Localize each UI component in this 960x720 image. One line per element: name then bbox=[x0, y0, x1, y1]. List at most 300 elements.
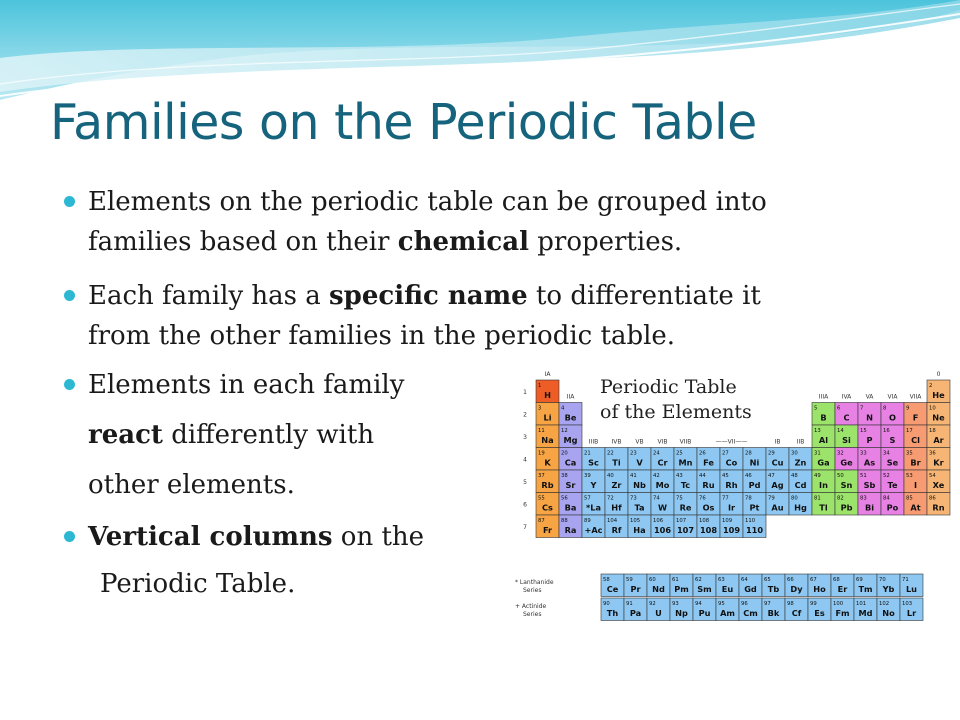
atomic-number: 55 bbox=[538, 495, 545, 502]
atomic-number: 106 bbox=[653, 518, 664, 524]
bullet-1-tail: properties. bbox=[528, 227, 683, 257]
atomic-number: 86 bbox=[929, 495, 936, 502]
element-symbol: Pm bbox=[674, 584, 689, 594]
bullet-2-line-1 bbox=[88, 277, 761, 315]
element-symbol: Ag bbox=[771, 480, 784, 490]
element-symbol: Mg bbox=[563, 435, 578, 445]
table-label: 6 bbox=[523, 501, 527, 509]
element-cell bbox=[647, 574, 670, 597]
element-cell bbox=[812, 493, 835, 516]
atomic-number: 97 bbox=[764, 601, 771, 607]
atomic-number: 32 bbox=[837, 450, 844, 457]
element-cell bbox=[624, 598, 647, 621]
atomic-number: 74 bbox=[653, 495, 660, 502]
element-cell bbox=[582, 448, 605, 471]
element-cell bbox=[536, 380, 559, 403]
element-cell bbox=[877, 598, 900, 621]
element-cell bbox=[854, 598, 877, 621]
element-symbol: I bbox=[913, 480, 918, 490]
element-symbol: Np bbox=[675, 608, 688, 618]
atomic-number: 37 bbox=[538, 473, 545, 479]
atomic-number: 31 bbox=[814, 450, 821, 457]
element-cell bbox=[904, 425, 927, 448]
element-symbol: Cu bbox=[771, 457, 784, 468]
element-cell bbox=[536, 403, 559, 426]
element-cell bbox=[693, 574, 716, 597]
element-cell bbox=[858, 493, 881, 516]
atomic-number: 47 bbox=[768, 473, 775, 479]
element-cell bbox=[900, 598, 923, 621]
lanthanide-label: * Lanthanide bbox=[515, 579, 554, 586]
element-cell bbox=[766, 448, 789, 471]
element-cell bbox=[605, 515, 628, 538]
element-symbol: V bbox=[636, 457, 643, 468]
bullet-marker bbox=[64, 290, 75, 301]
element-symbol: Fr bbox=[542, 525, 553, 535]
atomic-number: 105 bbox=[630, 518, 641, 524]
element-symbol: No bbox=[882, 608, 895, 618]
element-symbol: 109 bbox=[722, 525, 741, 535]
bullet-1-bold: chemical bbox=[397, 227, 529, 257]
element-cell bbox=[697, 515, 720, 538]
atomic-number: 80 bbox=[791, 495, 798, 502]
element-cell bbox=[651, 515, 674, 538]
atomic-number: 78 bbox=[745, 495, 752, 502]
atomic-number: 40 bbox=[607, 473, 614, 479]
element-cell bbox=[582, 515, 605, 538]
bullet-4-tail: on the bbox=[332, 522, 425, 552]
element-cell bbox=[835, 425, 858, 448]
element-symbol: Sr bbox=[565, 480, 576, 490]
element-symbol: Pa bbox=[629, 608, 642, 618]
table-label: VIIB bbox=[679, 438, 692, 446]
element-symbol: Nb bbox=[633, 480, 646, 490]
element-cell bbox=[858, 470, 881, 493]
element-symbol: Rn bbox=[932, 502, 945, 513]
atomic-number: 52 bbox=[883, 473, 890, 479]
element-symbol: Xe bbox=[932, 480, 945, 490]
element-symbol: Se bbox=[886, 457, 899, 468]
element-cell bbox=[858, 425, 881, 448]
atomic-number: 4 bbox=[561, 405, 565, 412]
atomic-number: 23 bbox=[630, 450, 637, 457]
element-symbol: Cs bbox=[542, 502, 553, 513]
element-cell bbox=[927, 470, 950, 493]
table-label: 5 bbox=[523, 479, 527, 486]
table-label: 3 bbox=[523, 434, 527, 441]
atomic-number: 89 bbox=[584, 518, 591, 524]
atomic-number: 91 bbox=[626, 601, 633, 607]
table-label: 2 bbox=[523, 411, 527, 419]
atomic-number: 38 bbox=[561, 473, 568, 479]
atomic-number: 2 bbox=[929, 383, 933, 389]
atomic-number: 21 bbox=[584, 450, 591, 457]
atomic-number: 63 bbox=[718, 577, 725, 583]
element-cell bbox=[831, 574, 854, 597]
element-symbol: As bbox=[863, 457, 876, 468]
atomic-number: 85 bbox=[906, 495, 913, 502]
element-cell bbox=[762, 574, 785, 597]
bullet-marker bbox=[64, 531, 75, 542]
element-symbol: W bbox=[657, 502, 668, 513]
element-symbol: Zn bbox=[794, 457, 807, 468]
element-cell bbox=[628, 493, 651, 516]
atomic-number: 109 bbox=[722, 518, 733, 524]
element-symbol: Au bbox=[771, 502, 784, 513]
element-symbol: Ar bbox=[933, 435, 944, 445]
table-label: IIB bbox=[796, 438, 805, 446]
table-label: 4 bbox=[523, 456, 527, 464]
atomic-number: 43 bbox=[676, 473, 683, 479]
element-cell bbox=[601, 598, 624, 621]
atomic-number: 36 bbox=[929, 450, 936, 457]
element-cell bbox=[670, 598, 693, 621]
element-cell bbox=[536, 448, 559, 471]
atomic-number: 41 bbox=[630, 473, 637, 479]
element-symbol: F bbox=[912, 412, 919, 423]
bullet-1-line-1: Elements on the periodic table can be grouped into bbox=[88, 187, 767, 217]
element-cell bbox=[812, 448, 835, 471]
atomic-number: 88 bbox=[561, 518, 568, 524]
element-symbol: Pu bbox=[698, 608, 711, 618]
element-symbol: Hf bbox=[611, 502, 622, 513]
element-symbol: Po bbox=[886, 502, 899, 513]
element-cell bbox=[697, 470, 720, 493]
atomic-number: 1 bbox=[538, 383, 542, 389]
atomic-number: 46 bbox=[745, 473, 752, 479]
atomic-number: 18 bbox=[929, 428, 936, 434]
bullet-4-line-1 bbox=[88, 518, 424, 556]
atomic-number: 100 bbox=[833, 601, 844, 607]
element-cell bbox=[743, 515, 766, 538]
element-symbol: Co bbox=[725, 457, 738, 468]
atomic-number: 75 bbox=[676, 495, 683, 502]
element-symbol: Ta bbox=[634, 502, 645, 513]
table-label: IVB bbox=[611, 438, 622, 446]
atomic-number: 66 bbox=[787, 577, 794, 583]
element-symbol: Tm bbox=[858, 584, 873, 594]
element-cell bbox=[812, 403, 835, 426]
element-symbol: 107 bbox=[676, 525, 695, 535]
atomic-number: 12 bbox=[561, 428, 568, 434]
table-label: 0 bbox=[936, 371, 941, 378]
atomic-number: 29 bbox=[768, 450, 775, 457]
bullet-2-line-2: from the other families in the periodic table. bbox=[88, 321, 676, 351]
element-symbol: 108 bbox=[699, 525, 718, 535]
table-label: IIIB bbox=[588, 438, 599, 446]
element-cell bbox=[835, 448, 858, 471]
atomic-number: 7 bbox=[860, 405, 864, 412]
element-cell bbox=[716, 598, 739, 621]
bullet-marker bbox=[64, 379, 75, 390]
element-symbol: At bbox=[910, 502, 921, 513]
atomic-number: 58 bbox=[603, 577, 610, 583]
bullet-3-line-3: other elements. bbox=[88, 470, 295, 500]
bullet-marker bbox=[64, 196, 75, 207]
atomic-number: 45 bbox=[722, 473, 729, 479]
element-symbol: Lr bbox=[906, 608, 917, 618]
atomic-number: 20 bbox=[561, 450, 568, 457]
element-cell bbox=[789, 493, 812, 516]
atomic-number: 28 bbox=[745, 450, 752, 457]
element-cell bbox=[858, 403, 881, 426]
element-cell bbox=[536, 425, 559, 448]
atomic-number: 77 bbox=[722, 495, 729, 502]
element-cell bbox=[624, 574, 647, 597]
element-cell bbox=[854, 574, 877, 597]
atomic-number: 11 bbox=[538, 428, 545, 434]
atomic-number: 84 bbox=[883, 495, 890, 502]
element-symbol: Ga bbox=[817, 457, 830, 468]
element-symbol: S bbox=[889, 435, 896, 445]
element-symbol: Te bbox=[887, 480, 898, 490]
element-symbol: Fm bbox=[835, 608, 850, 618]
element-cell bbox=[720, 448, 743, 471]
element-symbol: Nd bbox=[652, 584, 665, 594]
atomic-number: 14 bbox=[837, 428, 844, 434]
atomic-number: 73 bbox=[630, 495, 637, 502]
atomic-number: 17 bbox=[906, 428, 913, 434]
element-cell bbox=[766, 493, 789, 516]
atomic-number: 101 bbox=[856, 601, 867, 607]
element-symbol: Kr bbox=[933, 457, 944, 468]
bullet-2-text: Each family has a bbox=[88, 281, 330, 311]
atomic-number: 3 bbox=[538, 405, 542, 412]
element-symbol: Dy bbox=[790, 584, 803, 594]
element-symbol: Hg bbox=[794, 502, 807, 513]
element-cell bbox=[785, 574, 808, 597]
element-cell bbox=[927, 380, 950, 403]
atomic-number: 69 bbox=[856, 577, 863, 583]
element-cell bbox=[835, 470, 858, 493]
actinide-label: Series bbox=[523, 611, 542, 618]
atomic-number: 56 bbox=[561, 495, 568, 502]
bullet-3-bold: react bbox=[88, 420, 163, 450]
element-symbol: H bbox=[544, 390, 551, 400]
element-cell bbox=[927, 448, 950, 471]
bullet-3-line-1: Elements in each family bbox=[88, 370, 405, 400]
element-symbol: Ha bbox=[633, 525, 646, 535]
element-cell bbox=[927, 403, 950, 426]
element-cell bbox=[536, 470, 559, 493]
actinide-label: + Actinide bbox=[515, 603, 547, 610]
periodic-table-image bbox=[511, 360, 959, 636]
element-symbol: Sc bbox=[588, 457, 599, 468]
table-label: VIA bbox=[887, 393, 898, 401]
element-symbol: Mn bbox=[678, 457, 693, 468]
element-symbol: Tl bbox=[819, 502, 828, 513]
atomic-number: 64 bbox=[741, 577, 748, 583]
element-symbol: Gd bbox=[744, 584, 757, 594]
element-symbol: Ru bbox=[702, 480, 715, 490]
element-symbol: Cf bbox=[791, 608, 802, 618]
table-label: VA bbox=[865, 393, 874, 401]
element-symbol: Rh bbox=[725, 480, 738, 490]
element-symbol: Al bbox=[818, 435, 829, 445]
element-symbol: Pr bbox=[630, 584, 641, 594]
element-symbol: Bk bbox=[767, 608, 780, 618]
atomic-number: 35 bbox=[906, 450, 913, 457]
table-label: IVA bbox=[841, 393, 852, 401]
element-symbol: +Ac bbox=[584, 525, 603, 535]
element-cell bbox=[904, 493, 927, 516]
bullet-2-tail: to differentiate it bbox=[527, 281, 761, 311]
atomic-number: 57 bbox=[584, 495, 591, 502]
element-cell bbox=[904, 448, 927, 471]
atomic-number: 6 bbox=[837, 405, 841, 412]
atomic-number: 70 bbox=[879, 577, 886, 583]
element-symbol: Na bbox=[541, 435, 554, 445]
atomic-number: 50 bbox=[837, 473, 844, 479]
periodic-table-title: Periodic Table bbox=[600, 376, 737, 398]
atomic-number: 87 bbox=[538, 518, 545, 524]
atomic-number: 54 bbox=[929, 473, 936, 479]
table-label: IIA bbox=[566, 393, 575, 401]
element-symbol: Zr bbox=[611, 480, 622, 490]
element-symbol: Ce bbox=[606, 584, 619, 594]
element-symbol: Br bbox=[910, 457, 921, 468]
element-symbol: P bbox=[866, 435, 873, 445]
element-cell bbox=[674, 515, 697, 538]
atomic-number: 79 bbox=[768, 495, 775, 502]
atomic-number: 98 bbox=[787, 601, 794, 607]
element-symbol: U bbox=[655, 608, 662, 618]
element-symbol: 106 bbox=[653, 525, 672, 535]
atomic-number: 34 bbox=[883, 450, 890, 457]
element-cell bbox=[628, 470, 651, 493]
atomic-number: 8 bbox=[883, 405, 887, 412]
element-symbol: Am bbox=[720, 608, 735, 618]
element-cell bbox=[743, 448, 766, 471]
periodic-table-subtitle: of the Elements bbox=[600, 401, 752, 423]
element-cell bbox=[559, 470, 582, 493]
element-cell bbox=[697, 493, 720, 516]
element-symbol: Ba bbox=[564, 502, 577, 513]
element-cell bbox=[582, 493, 605, 516]
element-cell bbox=[812, 425, 835, 448]
element-cell bbox=[789, 448, 812, 471]
element-symbol: He bbox=[932, 390, 945, 400]
element-cell bbox=[536, 515, 559, 538]
element-cell bbox=[559, 448, 582, 471]
element-symbol: Tc bbox=[680, 480, 691, 490]
element-symbol: Si bbox=[842, 435, 851, 445]
atomic-number: 26 bbox=[699, 450, 706, 457]
atomic-number: 60 bbox=[649, 577, 656, 583]
atomic-number: 110 bbox=[745, 518, 756, 524]
element-symbol: Lu bbox=[905, 584, 918, 594]
element-cell bbox=[739, 574, 762, 597]
atomic-number: 96 bbox=[741, 601, 748, 607]
element-symbol: O bbox=[889, 412, 896, 423]
atomic-number: 27 bbox=[722, 450, 729, 457]
atomic-number: 42 bbox=[653, 473, 660, 479]
element-cell bbox=[881, 403, 904, 426]
element-symbol: Ti bbox=[612, 457, 621, 468]
atomic-number: 108 bbox=[699, 518, 710, 524]
atomic-number: 44 bbox=[699, 473, 706, 479]
element-symbol: Ho bbox=[813, 584, 826, 594]
element-symbol: Ra bbox=[564, 525, 577, 535]
element-cell bbox=[720, 470, 743, 493]
atomic-number: 16 bbox=[883, 428, 890, 434]
atomic-number: 61 bbox=[672, 577, 679, 583]
element-symbol: Cl bbox=[911, 435, 920, 445]
element-cell bbox=[716, 574, 739, 597]
atomic-number: 76 bbox=[699, 495, 706, 502]
element-symbol: Ne bbox=[932, 412, 945, 423]
atomic-number: 10 bbox=[929, 405, 936, 412]
element-symbol: *La bbox=[585, 502, 602, 513]
element-cell bbox=[858, 448, 881, 471]
atomic-number: 30 bbox=[791, 450, 798, 457]
element-cell bbox=[831, 598, 854, 621]
atomic-number: 103 bbox=[902, 601, 913, 607]
atomic-number: 90 bbox=[603, 601, 610, 607]
table-label: IA bbox=[544, 371, 551, 378]
atomic-number: 99 bbox=[810, 601, 817, 607]
element-symbol: K bbox=[544, 457, 551, 468]
element-symbol: Yb bbox=[882, 584, 895, 594]
atomic-number: 49 bbox=[814, 473, 821, 479]
element-symbol: Sm bbox=[697, 584, 712, 594]
element-symbol: B bbox=[820, 412, 827, 423]
element-cell bbox=[605, 448, 628, 471]
atomic-number: 51 bbox=[860, 473, 867, 479]
element-cell bbox=[808, 574, 831, 597]
element-symbol: Cm bbox=[743, 608, 758, 618]
element-cell bbox=[674, 448, 697, 471]
atomic-number: 48 bbox=[791, 473, 798, 479]
element-cell bbox=[881, 470, 904, 493]
atomic-number: 15 bbox=[860, 428, 867, 434]
element-cell bbox=[927, 425, 950, 448]
element-cell bbox=[628, 448, 651, 471]
element-symbol: Pt bbox=[749, 502, 760, 513]
element-symbol: Re bbox=[679, 502, 692, 513]
element-cell bbox=[904, 470, 927, 493]
table-label: VB bbox=[635, 438, 644, 446]
element-symbol: Md bbox=[858, 608, 873, 618]
bullet-1-text: families based on their bbox=[88, 227, 398, 257]
atomic-number: 5 bbox=[814, 405, 818, 412]
element-cell bbox=[808, 598, 831, 621]
element-symbol: Sn bbox=[840, 480, 853, 490]
atomic-number: 92 bbox=[649, 601, 656, 607]
element-cell bbox=[904, 403, 927, 426]
element-cell bbox=[927, 493, 950, 516]
element-cell bbox=[785, 598, 808, 621]
element-cell bbox=[762, 598, 785, 621]
element-symbol: Pb bbox=[840, 502, 853, 513]
atomic-number: 83 bbox=[860, 495, 867, 502]
element-symbol: Es bbox=[814, 608, 825, 618]
element-symbol: Os bbox=[702, 502, 715, 513]
element-cell bbox=[536, 493, 559, 516]
element-cell bbox=[605, 470, 628, 493]
atomic-number: 95 bbox=[718, 601, 725, 607]
element-symbol: Rb bbox=[541, 480, 554, 490]
bullet-1-line-2 bbox=[88, 223, 682, 261]
atomic-number: 33 bbox=[860, 450, 867, 457]
element-symbol: C bbox=[843, 412, 850, 423]
element-cell bbox=[743, 493, 766, 516]
element-cell bbox=[835, 493, 858, 516]
element-cell bbox=[674, 470, 697, 493]
bullet-2-bold: specific name bbox=[329, 281, 528, 311]
element-symbol: Li bbox=[543, 412, 552, 423]
table-label: 1 bbox=[523, 389, 527, 396]
